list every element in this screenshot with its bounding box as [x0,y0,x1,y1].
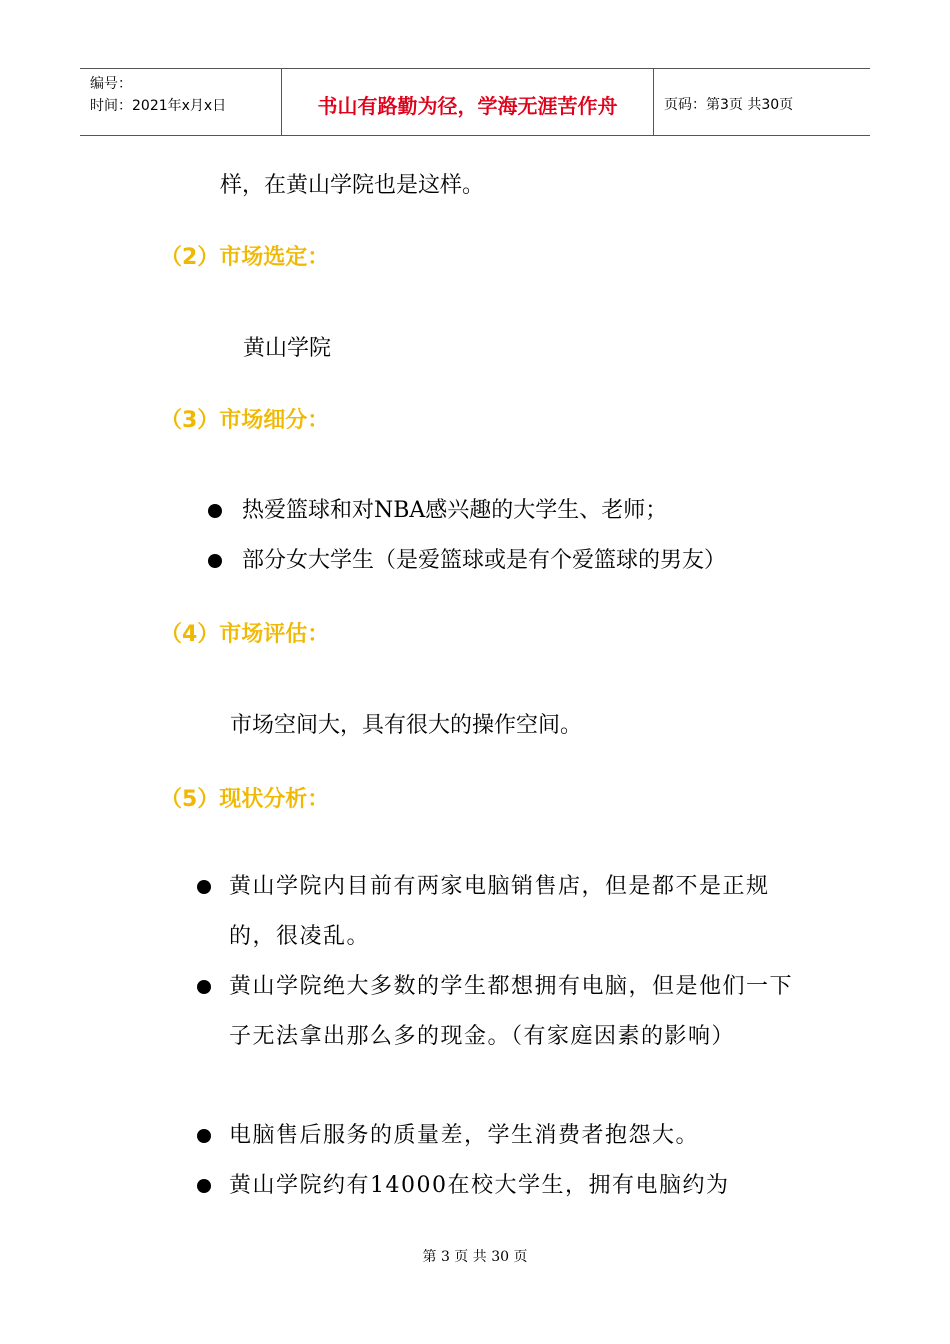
bullet-dot [208,554,222,568]
section-4-heading: （4）市场评估： [160,622,330,647]
page-footer: 第 3 页 共 30 页 [422,1249,528,1265]
bullet-dot [197,1129,211,1143]
bullet-dot [197,980,211,994]
bullet-dot [197,1179,211,1193]
section-2-heading: （2）市场选定： [160,245,330,270]
header-page-info: 页码：第3页 共30页 [664,97,794,113]
intro-continuation: 样，在黄山学院也是这样。 [220,173,485,198]
section-5-bullet: 电脑售后服务的质量差，学生消费者抱怨大。 [229,1123,700,1148]
bullet-dot [208,504,222,518]
bullet-dot [197,880,211,894]
section-5-bullet: 黄山学院约有14000在校大学生，拥有电脑约为 [229,1173,730,1198]
section-3-bullet: 热爱篮球和对NBA感兴趣的大学生、老师； [242,498,668,523]
time-label: 时间：2021年x月x日 [90,98,227,114]
section-4-text: 市场空间大，具有很大的操作空间。 [230,713,583,738]
header-meta [80,69,282,135]
number-label: 编号： [90,76,132,92]
page-header [80,68,870,136]
section-5-heading: （5）现状分析： [160,787,330,812]
section-5-bullet: 黄山学院内目前有两家电脑销售店，但是都不是正规的，很凌乱。 [229,874,770,949]
section-3-heading: （3）市场细分： [160,408,330,433]
section-5-bullet: 黄山学院绝大多数的学生都想拥有电脑，但是他们一下子无法拿出那么多的现金。（有家庭因素的影响） [229,974,794,1049]
header-motto: 书山有路勤为径，学海无涯苦作舟 [282,69,654,135]
section-2-text: 黄山学院 [243,336,332,361]
section-3-bullet: 部分女大学生（是爱篮球或是有个爱篮球的男友） [242,548,727,573]
